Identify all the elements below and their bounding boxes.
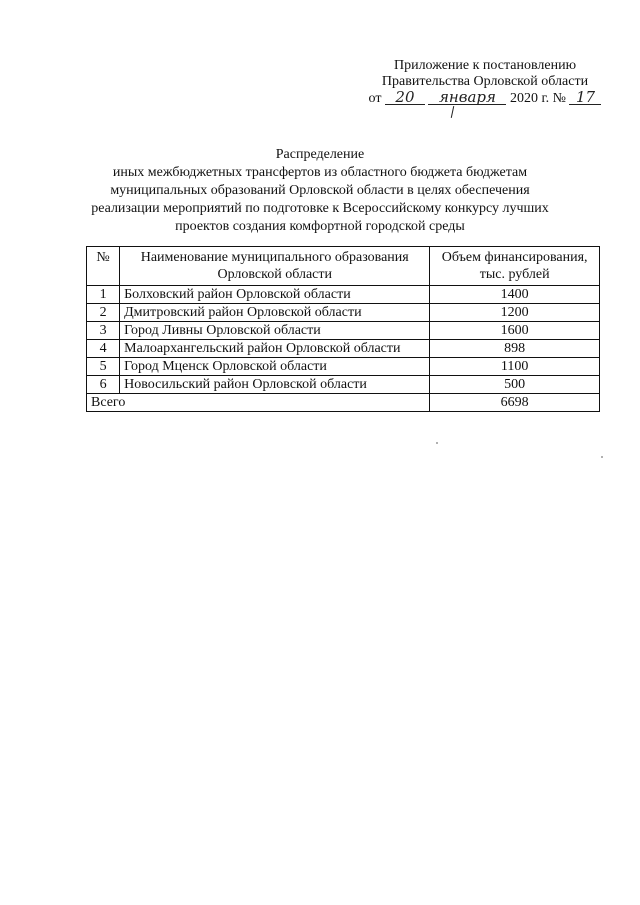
- row-municipality: Город Ливны Орловской области: [120, 322, 430, 340]
- table-row: [87, 376, 600, 394]
- title-line-4: реализации мероприятий по подготовке к Всероссийскому конкурсу лучших: [91, 201, 549, 216]
- row-municipality: Болховский район Орловской области: [120, 286, 430, 304]
- row-amount: 1400: [430, 286, 600, 304]
- scan-speck: [601, 456, 603, 458]
- scan-speck: [436, 442, 438, 444]
- row-number: 4: [87, 340, 120, 358]
- table-row: [87, 304, 600, 322]
- header-number: №: [87, 247, 120, 286]
- total-amount: 6698: [430, 394, 600, 412]
- row-amount: 1200: [430, 304, 600, 322]
- row-municipality: Новосильский район Орловской области: [120, 376, 430, 394]
- row-number: 5: [87, 358, 120, 376]
- appendix-block: [360, 58, 610, 107]
- document-title: [60, 146, 580, 236]
- year-and-number-label: 2020 г. №: [509, 91, 566, 106]
- header-amount: Объем финансирования, тыс. рублей: [430, 247, 600, 286]
- row-amount: 500: [430, 376, 600, 394]
- row-amount: 1600: [430, 322, 600, 340]
- header-municipality: Наименование муниципального образования Орловской области: [120, 247, 430, 286]
- appendix-line-2: Правительства Орловской области: [381, 74, 589, 89]
- title-line-5: проектов создания комфортной городской среды: [175, 219, 465, 234]
- title-line-2: иных межбюджетных трансфертов из областного бюджета бюджетам: [112, 165, 528, 180]
- row-amount: 898: [430, 340, 600, 358]
- table-row: [87, 340, 600, 358]
- row-municipality: Город Мценск Орловской области: [120, 358, 430, 376]
- table-header-row: [87, 247, 600, 286]
- row-municipality: Дмитровский район Орловской области: [120, 304, 430, 322]
- table-total-row: [87, 394, 600, 412]
- appendix-line-1: Приложение к постановлению: [393, 58, 577, 73]
- row-number: 1: [87, 286, 120, 304]
- table-row: [87, 322, 600, 340]
- appendix-date-line: [360, 90, 610, 107]
- pen-stroke-mark: [451, 106, 454, 118]
- handwritten-month: января: [428, 90, 506, 105]
- title-heading: Распределение: [275, 147, 365, 162]
- row-number: 6: [87, 376, 120, 394]
- handwritten-day: 20: [385, 90, 425, 105]
- total-label: Всего: [87, 394, 430, 412]
- row-municipality: Малоархангельский район Орловской области: [120, 340, 430, 358]
- title-line-3: муниципальных образований Орловской области в целях обеспечения: [110, 183, 530, 198]
- handwritten-number: 17: [569, 90, 601, 105]
- table-row: [87, 358, 600, 376]
- distribution-table: [86, 246, 600, 412]
- table-row: [87, 286, 600, 304]
- row-amount: 1100: [430, 358, 600, 376]
- row-number: 3: [87, 322, 120, 340]
- date-prefix: от: [368, 91, 382, 106]
- row-number: 2: [87, 304, 120, 322]
